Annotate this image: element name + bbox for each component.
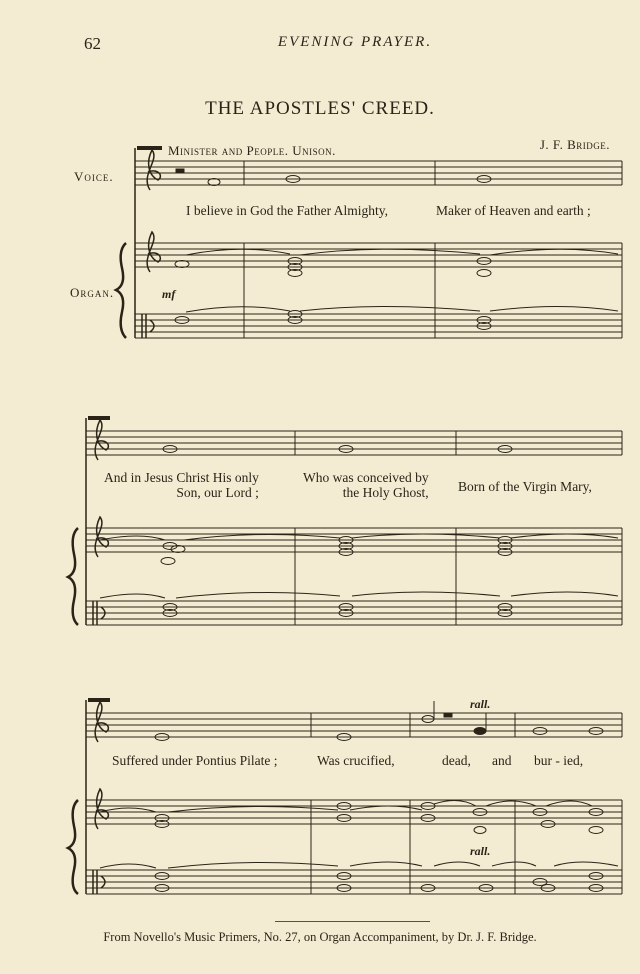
lyric-s2-2a: Who was conceived by xyxy=(303,470,429,485)
footnote: From Novello's Music Primers, No. 27, on Organ Accompaniment, by Dr. J. F. Bridge. xyxy=(103,930,537,944)
lyric-s3-1: Suffered under Pontius Pilate ; xyxy=(112,753,278,768)
lyric-s3-4: and xyxy=(492,753,512,768)
piece-title: THE APOSTLES' CREED. xyxy=(205,98,435,119)
lyric-s2-2b: the Holy Ghost, xyxy=(342,485,429,500)
system-2-organ-treble-staff xyxy=(86,528,622,552)
lyric-s2-1 xyxy=(104,470,259,500)
voice-label: Voice. xyxy=(74,169,114,184)
lyric-s3-2: Was crucified, xyxy=(317,753,395,768)
composer: J. F. Bridge. xyxy=(539,137,610,152)
lyric-s1-1: I believe in God the Father Almighty, xyxy=(186,203,388,218)
performance-direction: Minister and People. Unison. xyxy=(168,143,336,158)
lyric-s1-2: Maker of Heaven and earth ; xyxy=(436,203,591,218)
lyric-s2-1b: Son, our Lord ; xyxy=(176,485,259,500)
system-1-organ-treble-staff xyxy=(135,243,622,267)
lyric-s2-2 xyxy=(303,470,429,500)
footnote-rule xyxy=(275,921,430,922)
page-number: 62 xyxy=(84,34,101,53)
lyric-s3-3: dead, xyxy=(442,753,471,768)
lyric-s2-3: Born of the Virgin Mary, xyxy=(458,479,592,494)
rall-organ: rall. xyxy=(470,844,491,858)
system-1-organ-bass-staff xyxy=(135,314,622,338)
organ-label: Organ. xyxy=(70,285,115,300)
dynamic-mf: mf xyxy=(162,287,176,301)
lyric-s3-5: bur - ied, xyxy=(534,753,584,768)
running-title: EVENING PRAYER. xyxy=(277,34,433,50)
system-2-organ-bass-staff xyxy=(86,601,622,625)
system-3-voice-staff xyxy=(86,713,622,737)
lyric-s2-1a: And in Jesus Christ His only xyxy=(104,470,259,485)
rall-voice: rall. xyxy=(470,697,491,711)
system-2-voice-staff xyxy=(86,431,622,455)
